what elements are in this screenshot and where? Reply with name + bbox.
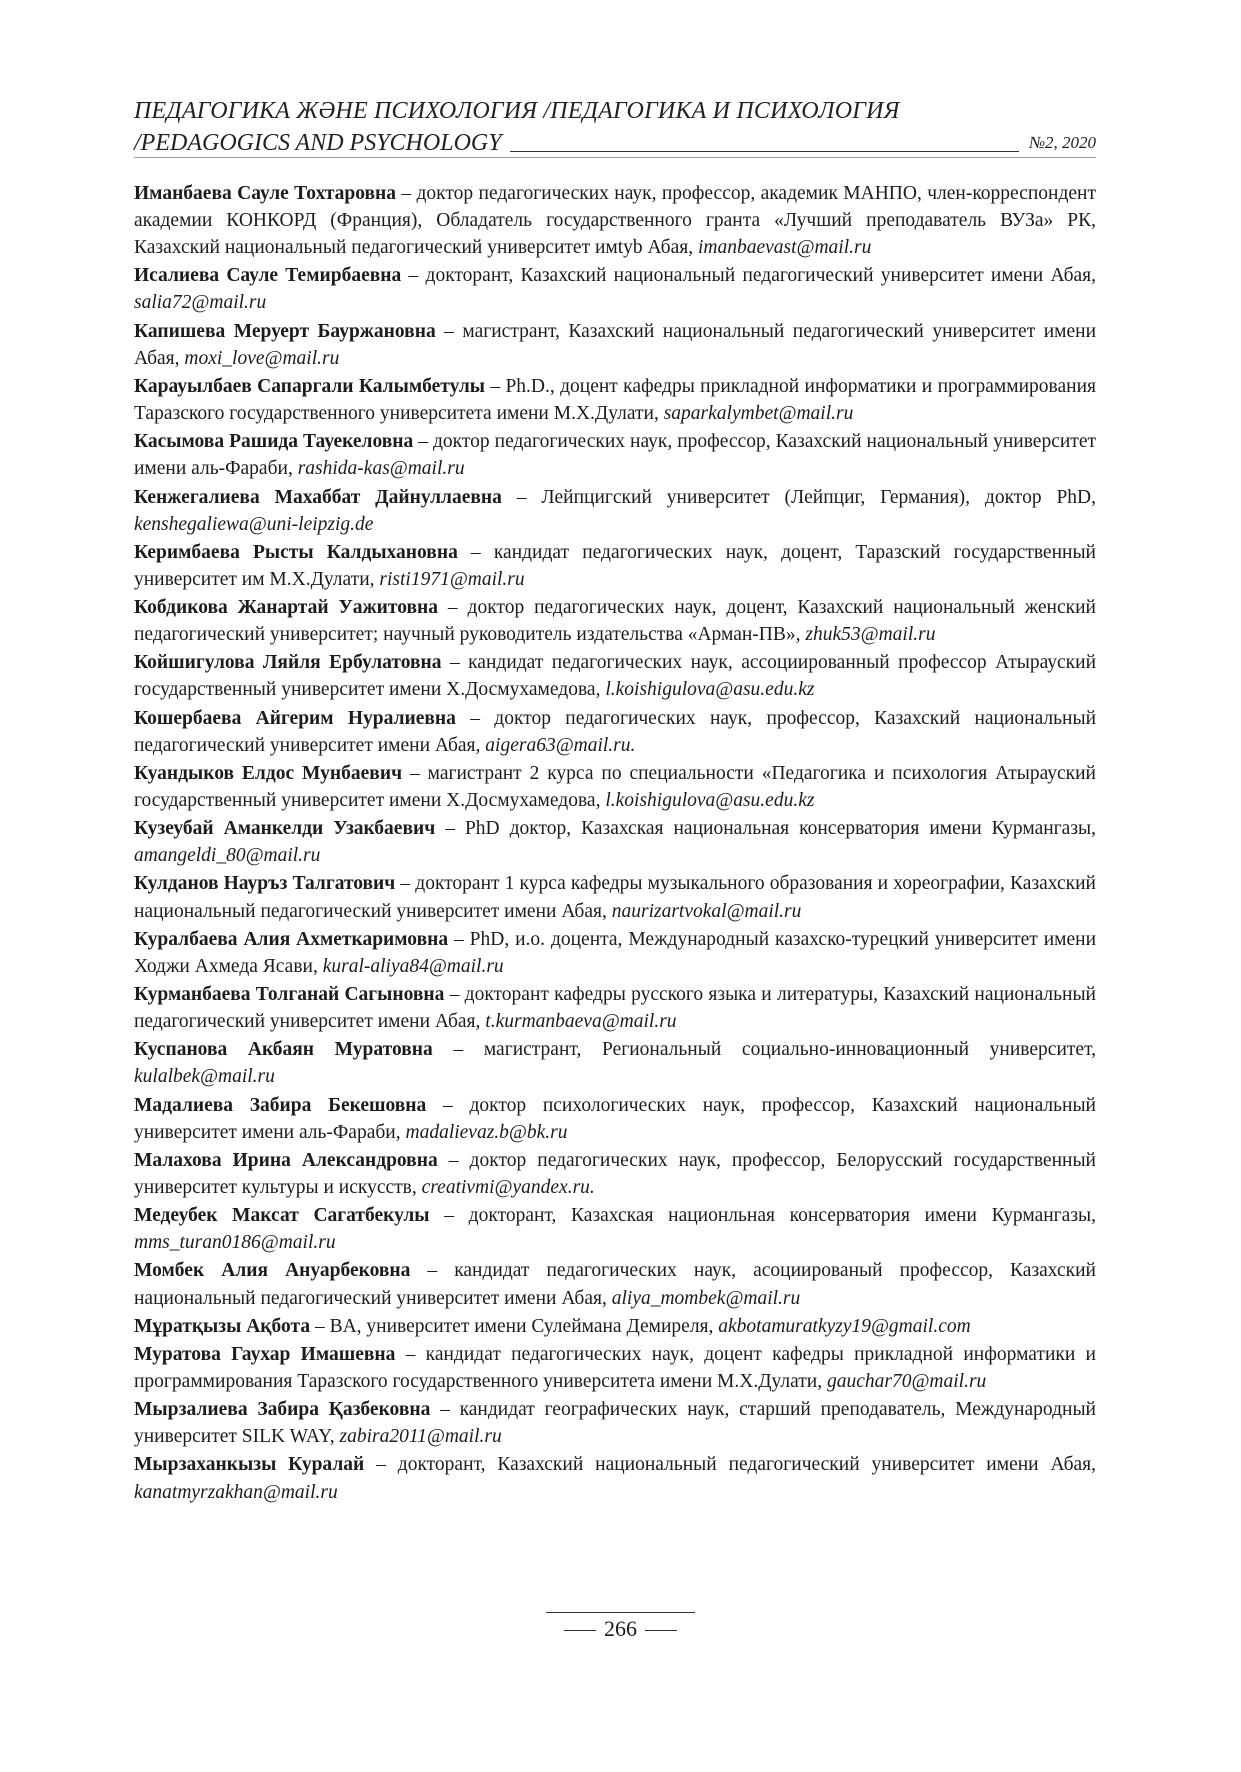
- author-affiliation: – PhD доктор, Казахская национальная консерватория имени Курмангазы,: [435, 818, 1097, 840]
- author-affiliation: – докторант, Казахский национальный педагогический университет имени Абая,: [364, 1454, 1096, 1476]
- author-name: Курманбаева Толганай Сагыновна: [134, 984, 445, 1006]
- author-entry: [134, 1092, 1096, 1146]
- author-entry: [134, 539, 1096, 593]
- author-affiliation: – магистрант, Региональный социально-инновационный университет,: [432, 1039, 1096, 1061]
- author-name: Капишева Меруерт Бауржановна: [134, 320, 436, 342]
- author-email: creativmi@yandex.ru.: [421, 1176, 595, 1198]
- author-affiliation: – кандидат географических наук, старший преподаватель, Международный университет SILK WAY,: [134, 1399, 1096, 1448]
- author-email: aliya_mombek@mail.ru: [611, 1287, 801, 1309]
- author-email: akbotamuratkyzy19@gmail.com: [718, 1315, 971, 1337]
- author-entry: [134, 926, 1096, 980]
- author-entry: [134, 1202, 1096, 1256]
- author-entry: [134, 760, 1096, 814]
- author-affiliation: – магистрант, Казахский национальный педагогический университет имени Абая,: [134, 320, 1096, 369]
- page-footer: [0, 1614, 1241, 1644]
- author-email: imanbaevast@mail.ru: [697, 237, 872, 259]
- author-email: aigera63@mail.ru.: [485, 734, 636, 756]
- header-divider: [134, 157, 1096, 158]
- author-entry: [134, 705, 1096, 759]
- author-name: Малахова Ирина Александровна: [134, 1149, 438, 1171]
- page-number-ornament: [546, 1614, 695, 1644]
- author-affiliation: – BA, университет имени Сулеймана Демиреля,: [310, 1315, 719, 1337]
- page-number: 266: [604, 1616, 637, 1641]
- author-email: saparkalymbet@mail.ru: [663, 403, 854, 425]
- author-affiliation: – доктор педагогических наук, профессор, Казахский национальный педагогический университет имени Абая,: [134, 707, 1097, 756]
- author-email: t.kurmanbaeva@mail.ru: [485, 1011, 677, 1033]
- author-name: Иманбаева Сауле Тохтаровна: [134, 183, 397, 204]
- author-entry: [134, 1147, 1096, 1201]
- author-affiliation: – кандидат педагогических наук, доцент кафедры прикладной информатики и программирования Таразского государственного университета имени М.Х.Дулати,: [134, 1343, 1096, 1392]
- author-email: salia72@mail.ru: [134, 292, 267, 314]
- page-number-rule-top: [546, 1612, 695, 1613]
- author-entry: [134, 815, 1096, 869]
- author-email: moxi_love@mail.ru: [184, 347, 340, 369]
- author-entry: [134, 1396, 1096, 1450]
- author-affiliation: – докторант кафедры русского языка и литературы, Казахский национальный педагогический университет имени Абая,: [134, 984, 1096, 1033]
- author-entry: [134, 1257, 1096, 1311]
- author-name: Мадалиева Забира Бекешовна: [134, 1094, 427, 1116]
- author-entry: [134, 484, 1096, 538]
- author-affiliation: – магистрант 2 курса по специальности «Педагогика и психология Атырауский государственный университет имени Х.Досмухамедова,: [134, 762, 1096, 811]
- author-name: Муратова Гаухар Имашевна: [134, 1343, 396, 1365]
- author-email: kenshegaliewa@uni-leipzig.de: [134, 513, 374, 535]
- page-number-rule-right: [645, 1630, 677, 1631]
- author-affiliation: – кандидат педагогических наук, асоциированый профессор, Казахский национальный педагогический университет имени Абая,: [134, 1260, 1096, 1309]
- author-email: naurizartvokal@mail.ru: [611, 900, 802, 922]
- author-name: Кошербаева Айгерим Нуралиевна: [134, 707, 456, 729]
- author-affiliation: – доктор психологических наук, профессор, Казахский национальный университет имени аль-Фараби,: [134, 1094, 1096, 1143]
- author-name: Кулданов Науръз Талгатович: [134, 873, 396, 895]
- author-entry: [134, 594, 1096, 648]
- author-name: Куспанова Акбаян Муратовна: [134, 1039, 433, 1061]
- issue-number: №2, 2020: [1028, 133, 1096, 152]
- author-name: Куандыков Елдос Мунбаевич: [134, 762, 403, 784]
- author-name: Куралбаева Алия Ахметкаримовна: [134, 928, 449, 950]
- author-email: rashida-kas@mail.ru: [297, 458, 465, 480]
- author-name: Момбек Алия Ануарбековна: [134, 1260, 411, 1282]
- author-affiliation: – доктор педагогических наук, профессор, Белорусский государственный университет культуры и искусств,: [134, 1149, 1096, 1198]
- author-entry: [134, 1313, 1096, 1340]
- author-name: Мырзаханкызы Куралай: [134, 1454, 365, 1476]
- author-email: l.koishigulova@asu.edu.kz: [605, 790, 815, 811]
- author-entry: [134, 870, 1096, 924]
- author-entry: [134, 1451, 1096, 1505]
- author-email: zhuk53@mail.ru: [805, 624, 936, 646]
- author-email: risti1971@mail.ru: [379, 568, 525, 590]
- author-email: mms_turan0186@mail.ru: [134, 1232, 336, 1254]
- author-email: zabira2011@mail.ru: [339, 1426, 502, 1448]
- author-entry: [134, 981, 1096, 1035]
- journal-title-line2: /PEDAGOGICS AND PSYCHOLOGY: [134, 130, 502, 156]
- author-email: l.koishigulova@asu.edu.kz: [605, 679, 815, 701]
- author-entry: [134, 318, 1096, 372]
- author-affiliation: – кандидат педагогических наук, ассоциированный профессор Атырауский государственный университет имени Х.Досмухамедова,: [134, 652, 1097, 701]
- author-name: Кузеубай Аманкелди Узакбаевич: [134, 818, 436, 840]
- journal-title-line2-row: [134, 127, 1096, 159]
- header-underline-rule: [510, 151, 1019, 152]
- author-affiliation: – доктор педагогических наук, профессор, Казахский национальный университет имени аль-Фараби,: [134, 431, 1096, 480]
- author-name: Мұратқызы Ақбота: [134, 1315, 311, 1337]
- author-name: Касымова Рашида Тауекеловна: [134, 431, 414, 453]
- author-entry: [134, 649, 1096, 703]
- author-name: Кобдикова Жанартай Уажитовна: [134, 597, 439, 619]
- author-entry: [134, 1036, 1096, 1090]
- author-email: madalievaz.b@bk.ru: [405, 1121, 568, 1143]
- running-header: [134, 95, 1096, 159]
- author-email: gauchar70@mail.ru: [826, 1371, 987, 1392]
- author-entry: [134, 428, 1096, 482]
- author-affiliation: – PhD, и.о. доцента, Международный казахско-турецкий университет имени Ходжи Ахмеда Ясави,: [134, 928, 1097, 977]
- author-affiliation: – Лейпцигский университет (Лейпциг, Германия), доктор PhD,: [501, 486, 1096, 508]
- author-email: amangeldi_80@mail.ru: [134, 845, 321, 867]
- author-name: Койшигулова Ляйля Ербулатовна: [134, 652, 442, 674]
- author-list: [134, 180, 1096, 1507]
- author-affiliation: – Ph.D., доцент кафедры прикладной информатики и программирования Таразского государственного университета имени М.Х.Дулати,: [134, 375, 1096, 425]
- author-email: kanatmyrzakhan@mail.ru: [134, 1481, 338, 1503]
- author-affiliation: – доктор педагогических наук, доцент, Казахский национальный женский педагогический университет; научный руководитель издательства «Арман-ПВ»,: [134, 597, 1096, 646]
- author-affiliation: – докторант 1 курса кафедры музыкального образования и хореографии, Казахский национальный педагогический университет имени Абая,: [134, 873, 1096, 922]
- author-name: Керимбаева Рысты Калдыхановна: [134, 541, 458, 563]
- author-entry: [134, 180, 1096, 261]
- author-name: Карауылбаев Сапаргали Калымбетулы: [134, 375, 486, 397]
- author-affiliation: – кандидат педагогических наук, доцент, Таразский государственный университет им М.Х.Дулати,: [134, 541, 1096, 590]
- author-affiliation: – доктор педагогических наук, профессор, академик МАНПО, член-корреспондент академии КОНКОРД (Франция), Обладатель государственного гранта «Лучший преподаватель ВУЗа» РК, Казахский национальный педагогический университет имtyb Абая,: [134, 183, 1096, 259]
- author-affiliation: – докторант, Казахская национльная консерватория имени Курмангазы,: [429, 1205, 1096, 1227]
- author-name: Кенжегалиева Махаббат Дайнуллаевна: [134, 486, 502, 508]
- author-name: Исалиева Сауле Темирбаевна: [134, 265, 402, 287]
- author-entry: [134, 1341, 1096, 1395]
- author-entry: [134, 262, 1096, 316]
- author-entry: [134, 373, 1096, 427]
- author-affiliation: – докторант, Казахский национальный педагогический университет имени Абая,: [401, 265, 1096, 287]
- author-name: Медеубек Максат Сагатбекулы: [134, 1205, 430, 1227]
- author-email: kulalbek@mail.ru: [134, 1066, 275, 1088]
- author-name: Мырзалиева Забира Қазбековна: [134, 1399, 431, 1421]
- journal-title-line1: ПЕДАГОГИКА ЖӘНЕ ПСИХОЛОГИЯ /ПЕДАГОГИКА И ПСИХОЛОГИЯ: [134, 98, 900, 124]
- author-email: kural-aliya84@mail.ru: [322, 955, 504, 977]
